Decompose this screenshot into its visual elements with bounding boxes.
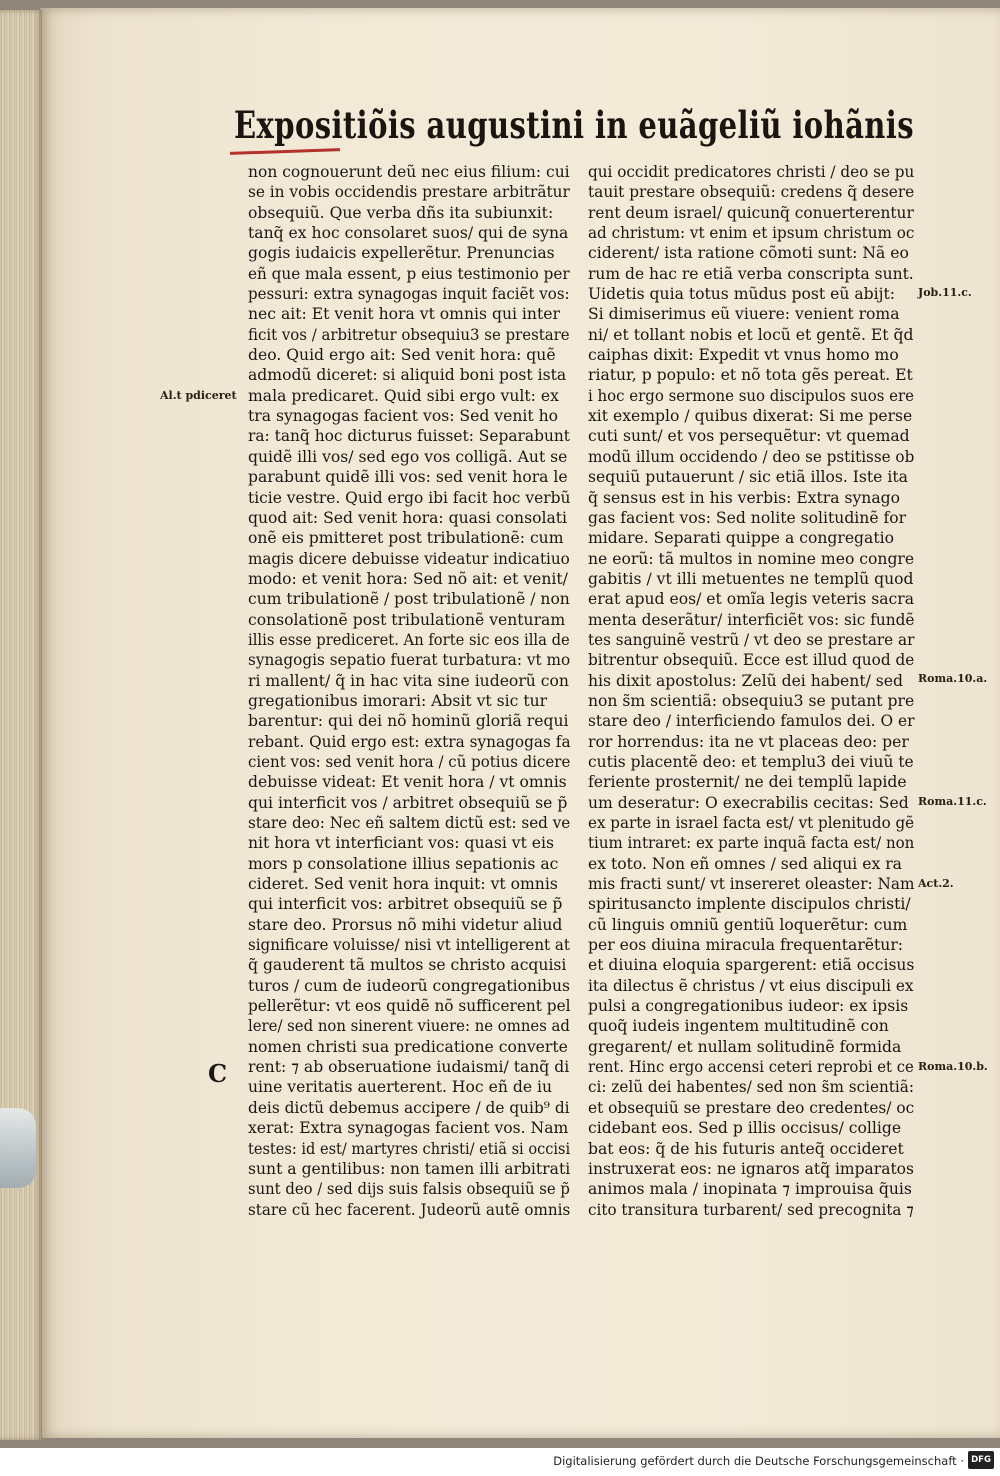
text-line: deis dictũ debemus accipere / de quib⁹ di bbox=[248, 1098, 570, 1117]
text-line: qui interficit vos / arbitret obsequiũ se p̃ bbox=[248, 793, 568, 812]
text-line: Uidetis quia totus mũdus post eũ abijt: bbox=[588, 285, 896, 304]
text-line: qui occidit predicatores christi / deo se pu bbox=[588, 163, 915, 181]
text-line: stare deo: Nec eñ saltem dictũ est: sed ve bbox=[248, 814, 571, 832]
text-line: menta deserãtur/ interficiẽt vos: sic fundẽ bbox=[588, 610, 915, 629]
text-line: illis esse prediceret. An forte sic eos illa de bbox=[248, 630, 570, 649]
text-line: stare deo. Prorsus nõ mihi videtur aliud bbox=[248, 915, 563, 934]
text-line: gabitis / vt illi metuentes ne templũ quod bbox=[588, 569, 914, 588]
text-line: non cognouerunt deũ nec eius filium: cui bbox=[248, 163, 570, 181]
text-line: non s̃m scientiã: obsequiu3 se putant pre bbox=[588, 691, 915, 710]
text-line: feriente prosternit/ ne dei templũ lapide bbox=[588, 773, 907, 792]
text-line: cideret. Sed venit hora inquit: vt omnis bbox=[248, 875, 558, 894]
text-line: stare cũ hec facerent. Judeorũ autẽ omnis bbox=[248, 1200, 571, 1219]
text-line: rum de hac re etiã verba conscripta sunt. bbox=[588, 264, 914, 283]
text-line: nomen christi sua predicatione converte bbox=[248, 1037, 568, 1056]
text-line: cutis placentẽ deo: et templu3 dei viuũ te bbox=[588, 752, 914, 771]
text-line: ex toto. Non eñ omnes / sed aliqui ex ra bbox=[588, 854, 902, 873]
text-line: et diuina eloquia spargerent: etiã occisus bbox=[588, 956, 915, 975]
text-line: ror horrendus: ita ne vt placeas deo: per bbox=[588, 732, 909, 751]
text-line: quoq̃ iudeis ingentem multitudinẽ con bbox=[588, 1017, 889, 1036]
text-line: ne eorũ: tã multos in nomine meo congre bbox=[588, 549, 915, 568]
text-line: obsequiũ. Que verba dñs ita subiunxit: bbox=[248, 203, 554, 222]
text-line: mors p consolatione illius sepationis ac bbox=[248, 854, 559, 873]
text-line: ticie vestre. Quid ergo ibi facit hoc verbũ bbox=[248, 488, 571, 507]
margin-note-left: Al.t pdiceret bbox=[160, 389, 237, 402]
text-line: tra synagogas facient vos: Sed venit ho bbox=[248, 407, 559, 426]
text-line: ri mallent/ q̃ in hac vita sine iudeorũ con bbox=[248, 671, 569, 690]
text-line: midare. Separati quippe a congregatio bbox=[588, 529, 894, 548]
text-line: et obsequiũ se prestare deo credentes/ oc bbox=[588, 1098, 915, 1117]
margin-ref-job: Job.11.c. bbox=[918, 286, 972, 299]
text-line: per eos diuina miracula frequentarẽtur: bbox=[588, 936, 904, 955]
text-line: lere/ sed non sinerent viuere: ne omnes ad bbox=[248, 1017, 570, 1036]
text-line: xit exemplo / quibus dixerat: Si me perse bbox=[588, 407, 913, 426]
text-line: caiphas dixit: Expedit vt vnus homo mo bbox=[588, 346, 899, 365]
text-line: cũ linguis omniũ gentiũ loquerẽtur: cum bbox=[588, 915, 908, 934]
margin-ref-roma-10b: Roma.10.b. bbox=[918, 1060, 988, 1073]
text-line: sunt deo / sed dijs suis falsis obsequiũ se p̃ bbox=[248, 1180, 570, 1199]
text-line: turos / cum de iudeorũ congregationibus bbox=[248, 976, 570, 995]
text-line: q̃ sensus est in his verbis: Extra synago bbox=[588, 488, 900, 507]
text-line: xerat: Extra synagogas facient vos. Nam bbox=[248, 1119, 569, 1138]
text-line: testes: id est/ martyres christi/ etiã si occisi bbox=[248, 1139, 571, 1158]
text-line: ita dilectus ẽ christus / vt eius discipuli ex bbox=[588, 976, 914, 995]
text-line: admodũ diceret: si aliquid boni post ista bbox=[248, 366, 567, 385]
margin-ref-roma-10a: Roma.10.a. bbox=[918, 672, 988, 685]
text-line: mala predicaret. Quid sibi ergo vult: ex bbox=[248, 386, 559, 405]
text-line: animos mala / inopinata ⁊ improuisa q̃uis bbox=[588, 1180, 912, 1199]
text-line: tanq̃ ex hoc consolaret suos/ qui de syna bbox=[248, 224, 569, 243]
text-line: nit hora vt interficiant vos: quasi vt eis bbox=[248, 834, 555, 853]
text-line: onẽ eis pmitteret post tribulationẽ: cum bbox=[248, 529, 564, 548]
text-line: pulsi a congregationibus iudeor: ex ipsis bbox=[588, 997, 909, 1016]
text-line: modũ illum occidendo / deo se pstitisse ob bbox=[588, 447, 915, 466]
text-line: uine veritatis auerterent. Hoc eñ de iu bbox=[248, 1078, 553, 1097]
margin-ref-act: Act.2. bbox=[918, 877, 954, 890]
text-line: cum tribulationẽ / post tribulationẽ / non bbox=[248, 590, 570, 609]
text-line: rent. Hinc ergo accensi ceteri reprobi et ce bbox=[588, 1058, 914, 1077]
page-edges bbox=[0, 10, 42, 1440]
text-line: mis fracti sunt/ vt insereret oleaster: Nam bbox=[588, 875, 915, 894]
text-line: rent: ⁊ ab obseruatione iudaismi/ tanq̃ di bbox=[248, 1058, 570, 1077]
text-line: pellerẽtur: vt eos quidẽ nõ sufficerent pel bbox=[248, 997, 571, 1016]
text-line: tes sanguinẽ vestrũ / vt deo se prestare ar bbox=[588, 630, 915, 649]
text-line: magis dicere debuisse videatur indicatiuo bbox=[248, 549, 570, 568]
text-line: qui interficit vos: arbitret obsequiũ se p̃ bbox=[248, 895, 563, 914]
text-line: ra: tanq̃ hoc dicturus fuisset: Separabunt bbox=[248, 427, 570, 446]
text-line: sequiũ putauerunt / sic etiã illos. Iste ita bbox=[588, 468, 908, 487]
text-line: q̃ gauderent tã multos se christo acquisi bbox=[248, 956, 567, 975]
text-line: erat apud eos/ et omĩa legis veteris sacra bbox=[588, 590, 915, 609]
text-line: bitrentur obsequiũ. Ecce est illud quod de bbox=[588, 651, 915, 670]
text-line: cidebant eos. Sed p illis occisus/ collige bbox=[588, 1119, 902, 1138]
text-line: parabunt quidẽ illi vos: sed venit hora le bbox=[248, 468, 568, 487]
text-line: um deseratur: O execrabilis cecitas: Sed bbox=[588, 793, 909, 812]
text-line: tium intraret: ex parte inquã facta est/ non bbox=[588, 834, 915, 853]
margin-ref-roma-11c: Roma.11.c. bbox=[918, 795, 987, 808]
text-line: cuti sunt/ et vos persequẽtur: vt quemad bbox=[588, 427, 910, 446]
text-line: bat eos: q̃ de his futuris anteq̃ occideret bbox=[588, 1139, 904, 1158]
text-line: rent deum israel/ quicunq̃ conuerterentur bbox=[588, 203, 914, 222]
right-text-column bbox=[588, 162, 914, 1220]
text-line: ad christum: vt enim et ipsum christum oc bbox=[588, 224, 915, 243]
text-line: pessuri: extra synagogas inquit faciẽt vos: bbox=[248, 285, 570, 304]
text-line: ex parte in israel facta est/ vt plenitudo gẽ bbox=[588, 814, 915, 832]
text-line: eñ que mala essent, p eius testimonio per bbox=[248, 264, 570, 283]
text-line: ciderent/ ista ratione cõmoti sunt: Nã eo bbox=[588, 244, 909, 263]
text-line: spiritusancto implente discipulos christi/ bbox=[588, 895, 911, 914]
text-line: nec ait: Et venit hora vt omnis qui inter bbox=[248, 305, 560, 324]
text-line: his dixit apostolus: Zelũ dei habent/ sed bbox=[588, 671, 904, 690]
text-line: gas facient vos: Sed nolite solitudinẽ for bbox=[588, 508, 907, 527]
text-line: tauit prestare obsequiũ: credens q̃ desere bbox=[588, 183, 915, 202]
text-line: modo: et venit hora: Sed nõ ait: et venit/ bbox=[248, 569, 568, 588]
text-line: gogis iudaicis expellerẽtur. Prenuncias bbox=[248, 244, 555, 263]
page-clip bbox=[0, 1108, 36, 1188]
text-line: riatur, p populo: et nõ tota gẽs pereat. Et bbox=[588, 366, 913, 385]
text-line: quidẽ illi vos/ sed ego vos colligã. Aut se bbox=[248, 447, 568, 466]
text-line: ci: zelũ dei habentes/ sed non s̃m scientiã: bbox=[588, 1078, 914, 1097]
text-line: gregarent/ et nullam solitudinẽ formida bbox=[588, 1037, 902, 1056]
text-line: debuisse videat: Et venit hora / vt omnis bbox=[248, 773, 567, 792]
text-line: instruxerat eos: ne ignaros atq̃ imparatos bbox=[588, 1159, 914, 1178]
text-line: gregationibus imorari: Absit vt sic tur bbox=[248, 691, 548, 710]
text-line: synagogis sepatio fuerat turbatura: vt mo bbox=[248, 651, 571, 670]
text-line: Si dimiserimus eũ viuere: venient roma bbox=[588, 305, 900, 324]
running-head: Expositiõis augustini in euãgeliũ iohãnis bbox=[234, 103, 914, 147]
text-line: sunt a gentilibus: non tamen illi arbitrati bbox=[248, 1159, 571, 1178]
text-line: significare voluisse/ nisi vt intelligerent at bbox=[248, 936, 570, 955]
left-text-column bbox=[248, 162, 570, 1220]
text-line: ni/ et tollant nobis et locũ et gentẽ. Et q̃d bbox=[588, 325, 914, 344]
text-line: cient vos: sed venit hora / cũ potius dicere bbox=[248, 752, 571, 771]
text-line: barentur: qui dei nõ hominũ gloriã requi bbox=[248, 712, 569, 731]
footer-credit: Digitalisierung gefördert durch die Deutsche Forschungsgemeinschaft · bbox=[553, 1454, 964, 1468]
text-line: deo. Quid ergo ait: Sed venit hora: quẽ bbox=[248, 346, 556, 365]
text-line: cito transitura turbarent/ sed precognita ⁊ bbox=[588, 1200, 914, 1219]
text-line: stare deo / interficiendo famulos dei. O er bbox=[588, 712, 915, 731]
text-line: rebant. Quid ergo est: extra synagogas fa bbox=[248, 732, 571, 751]
text-line: consolationẽ post tribulationẽ venturam bbox=[248, 610, 566, 629]
dfg-logo-icon: DFG bbox=[968, 1451, 994, 1469]
text-line: quod ait: Sed venit hora: quasi consolati bbox=[248, 508, 568, 527]
text-line: i hoc ergo sermone suo discipulos suos ere bbox=[588, 386, 914, 405]
text-line: se in vobis occidendis prestare arbitrãtur bbox=[248, 183, 570, 202]
text-line: ficit vos / arbitretur obsequiu3 se prestare bbox=[248, 325, 570, 344]
initial-letter: C bbox=[208, 1059, 228, 1088]
